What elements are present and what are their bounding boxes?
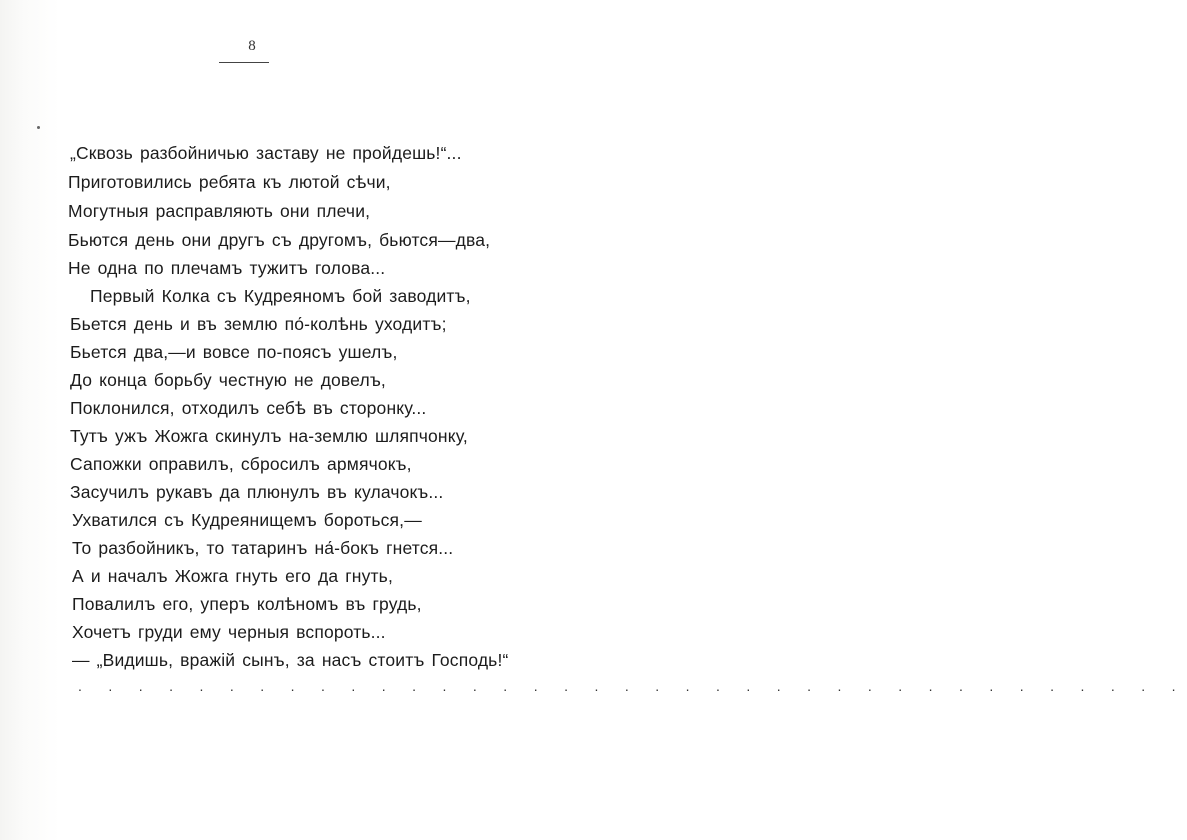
poem-line: Бьются день они другъ съ другомъ, бьются—два, [68, 230, 491, 250]
poem-line: Повалилъ его, уперъ колѣномъ въ грудь, [72, 594, 422, 614]
page-number: 8 [248, 38, 256, 54]
poem-line: То разбойникъ, то татаринъ на́-бокъ гнется... [72, 538, 454, 558]
poem-line: — „Видишь, вражій сынъ, за насъ стоитъ Господь!“ [72, 650, 509, 670]
poem-line: Засучилъ рукавъ да плюнулъ въ кулачокъ... [70, 482, 444, 502]
poem-line: Тутъ ужъ Жожга скинулъ на-землю шляпчонку, [70, 426, 468, 446]
poem-line: Поклонился, отходилъ себѣ въ сторонку... [70, 398, 427, 418]
poem-line: Приготовились ребята къ лютой сѣчи, [68, 172, 391, 192]
poem-line: Ухватился съ Кудреянищемъ бороться,— [72, 510, 422, 530]
poem-line: „Сквозь разбойничью заставу не пройдешь!“... [70, 143, 462, 163]
poem-line: До конца борьбу честную не довелъ, [70, 370, 386, 390]
poem-line: Хочетъ груди ему черныя вспороть... [72, 622, 386, 642]
ellipsis-row: . . . . . . . . . . . . . . . . . . . . . . . . . . . . . . . . . . . . . [78, 678, 1187, 694]
poem-line: Бьется день и въ землю по́-колѣнь уходитъ; [70, 314, 447, 334]
poem-line: Первый Колка съ Кудреяномъ бой заводитъ, [90, 286, 471, 306]
poem-line: Могутныя расправляють они плечи, [68, 201, 371, 221]
poem-line: Бьется два,—и вовсе по-поясъ ушелъ, [70, 342, 398, 362]
poem-line: А и началъ Жожга гнуть его да гнуть, [72, 566, 393, 586]
poem-line: Не одна по плечамъ тужитъ голова... [68, 258, 386, 278]
poem-line: Сапожки оправилъ, сбросилъ армячокъ, [70, 454, 412, 474]
